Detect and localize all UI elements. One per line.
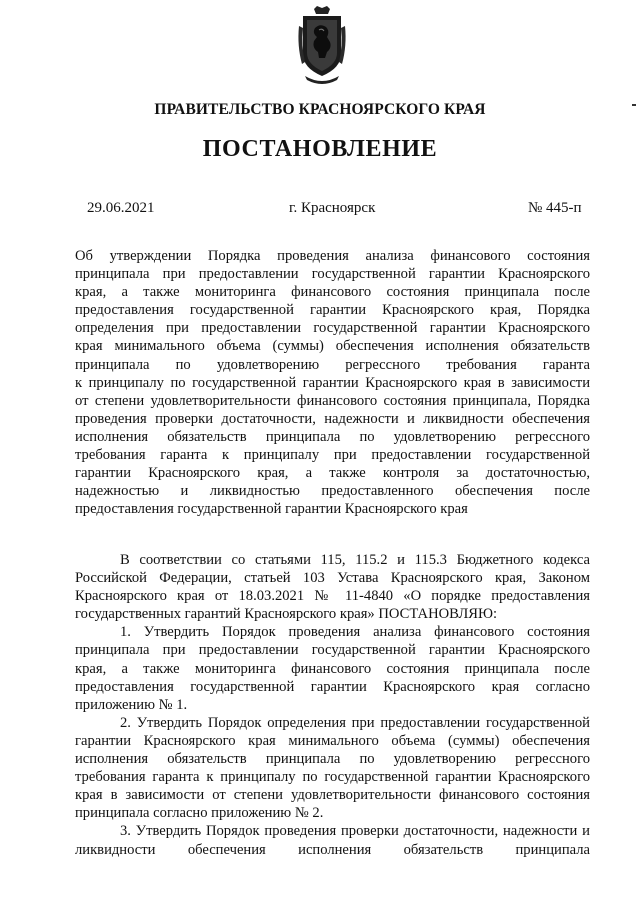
subject-line: исполнения обязательств принципала по удовлетворению регрессного — [75, 428, 590, 445]
body-line: Красноярского края от 18.03.2021 № 11-4840 «О порядке предоставления — [75, 588, 590, 605]
body-line: требования гаранта к принципалу по государственной гарантии Красноярского — [75, 769, 590, 786]
body-line: государственных гарантий Красноярского края» ПОСТАНОВЛЯЮ: — [75, 606, 498, 623]
document-subject — [75, 247, 590, 518]
body-line: В соответствии со статьями 115, 115.2 и 115.3 Бюджетного кодекса — [120, 552, 590, 568]
body-line: 3. Утвердить Порядок проведения проверки достаточности, надежности и — [120, 823, 590, 840]
document-type-title: ПОСТАНОВЛЕНИЕ — [202, 136, 438, 162]
body-paragraph — [75, 551, 590, 623]
issuing-authority: ПРАВИТЕЛЬСТВО КРАСНОЯРСКОГО КРАЯ — [154, 101, 486, 118]
krasnoyarsk-coat-of-arms-icon — [297, 6, 347, 86]
body-line: ликвидности обеспечения исполнения обязательств принципала — [75, 841, 590, 858]
body-line: края, а также мониторинга финансового состояния принципала после — [75, 660, 590, 677]
document-city: г. Красноярск — [289, 200, 376, 216]
body-line: принципала согласно приложению № 2. — [75, 805, 324, 822]
subject-line: предоставления государственной гарантии Красноярского края, Порядка — [75, 302, 590, 319]
body-paragraph — [75, 623, 590, 713]
subject-line: гарантии Красноярского края, а также контроля за достаточностью, — [75, 465, 590, 482]
body-line: приложению № 1. — [75, 696, 188, 713]
subject-line: принципала при предоставлении государственной гарантии Красноярского — [75, 266, 590, 283]
subject-line: края, а также мониторинга финансового состояния принципала после — [75, 284, 590, 301]
document-number: № 445-п — [528, 200, 582, 216]
body-line: принципала при предоставлении государственной гарантии Красноярского — [75, 642, 590, 659]
subject-line: надежностью и ликвидностью предоставленного обеспечения после — [75, 483, 590, 500]
subject-line: требования гаранта к принципалу при предоставлении государственной — [75, 447, 590, 464]
body-line: 1. Утвердить Порядок проведения анализа финансового состояния — [120, 624, 590, 641]
body-line: края в зависимости от степени удовлетворительности финансового состояния — [75, 787, 590, 804]
body-paragraph — [75, 822, 590, 858]
body-line: исполнения обязательств принципала по удовлетворению регрессного — [75, 751, 590, 768]
subject-line: проведения проверки достаточности, надежности и ликвидности обеспечения — [75, 410, 590, 427]
subject-line: принципала по удовлетворению регрессного требования гаранта — [75, 356, 590, 373]
subject-line: определения при предоставлении государственной гарантии Красноярского — [75, 320, 590, 337]
document-date: 29.06.2021 — [87, 200, 155, 216]
body-line: гарантии Красноярского края минимального объема (суммы) обеспечения — [75, 732, 590, 749]
subject-line: от степени удовлетворительности финансового состояния принципала, Порядка — [75, 392, 590, 409]
subject-line: края минимального объема (суммы) обеспечения исполнения обязательств — [75, 338, 590, 355]
document-body — [75, 551, 590, 859]
body-line: Российской Федерации, статьей 103 Устава Красноярского края, Законом — [75, 570, 590, 587]
body-line: 2. Утвердить Порядок определения при предоставлении государственной — [120, 714, 590, 731]
body-paragraph — [75, 714, 590, 823]
subject-line: предоставления государственной гарантии Красноярского края — [75, 501, 468, 518]
subject-line: к принципалу по государственной гарантии Красноярского края в зависимости — [75, 374, 590, 391]
body-line: предоставления государственной гарантии Красноярского края согласно — [75, 678, 590, 695]
subject-line: Об утверждении Порядка проведения анализа финансового состояния — [75, 248, 590, 264]
